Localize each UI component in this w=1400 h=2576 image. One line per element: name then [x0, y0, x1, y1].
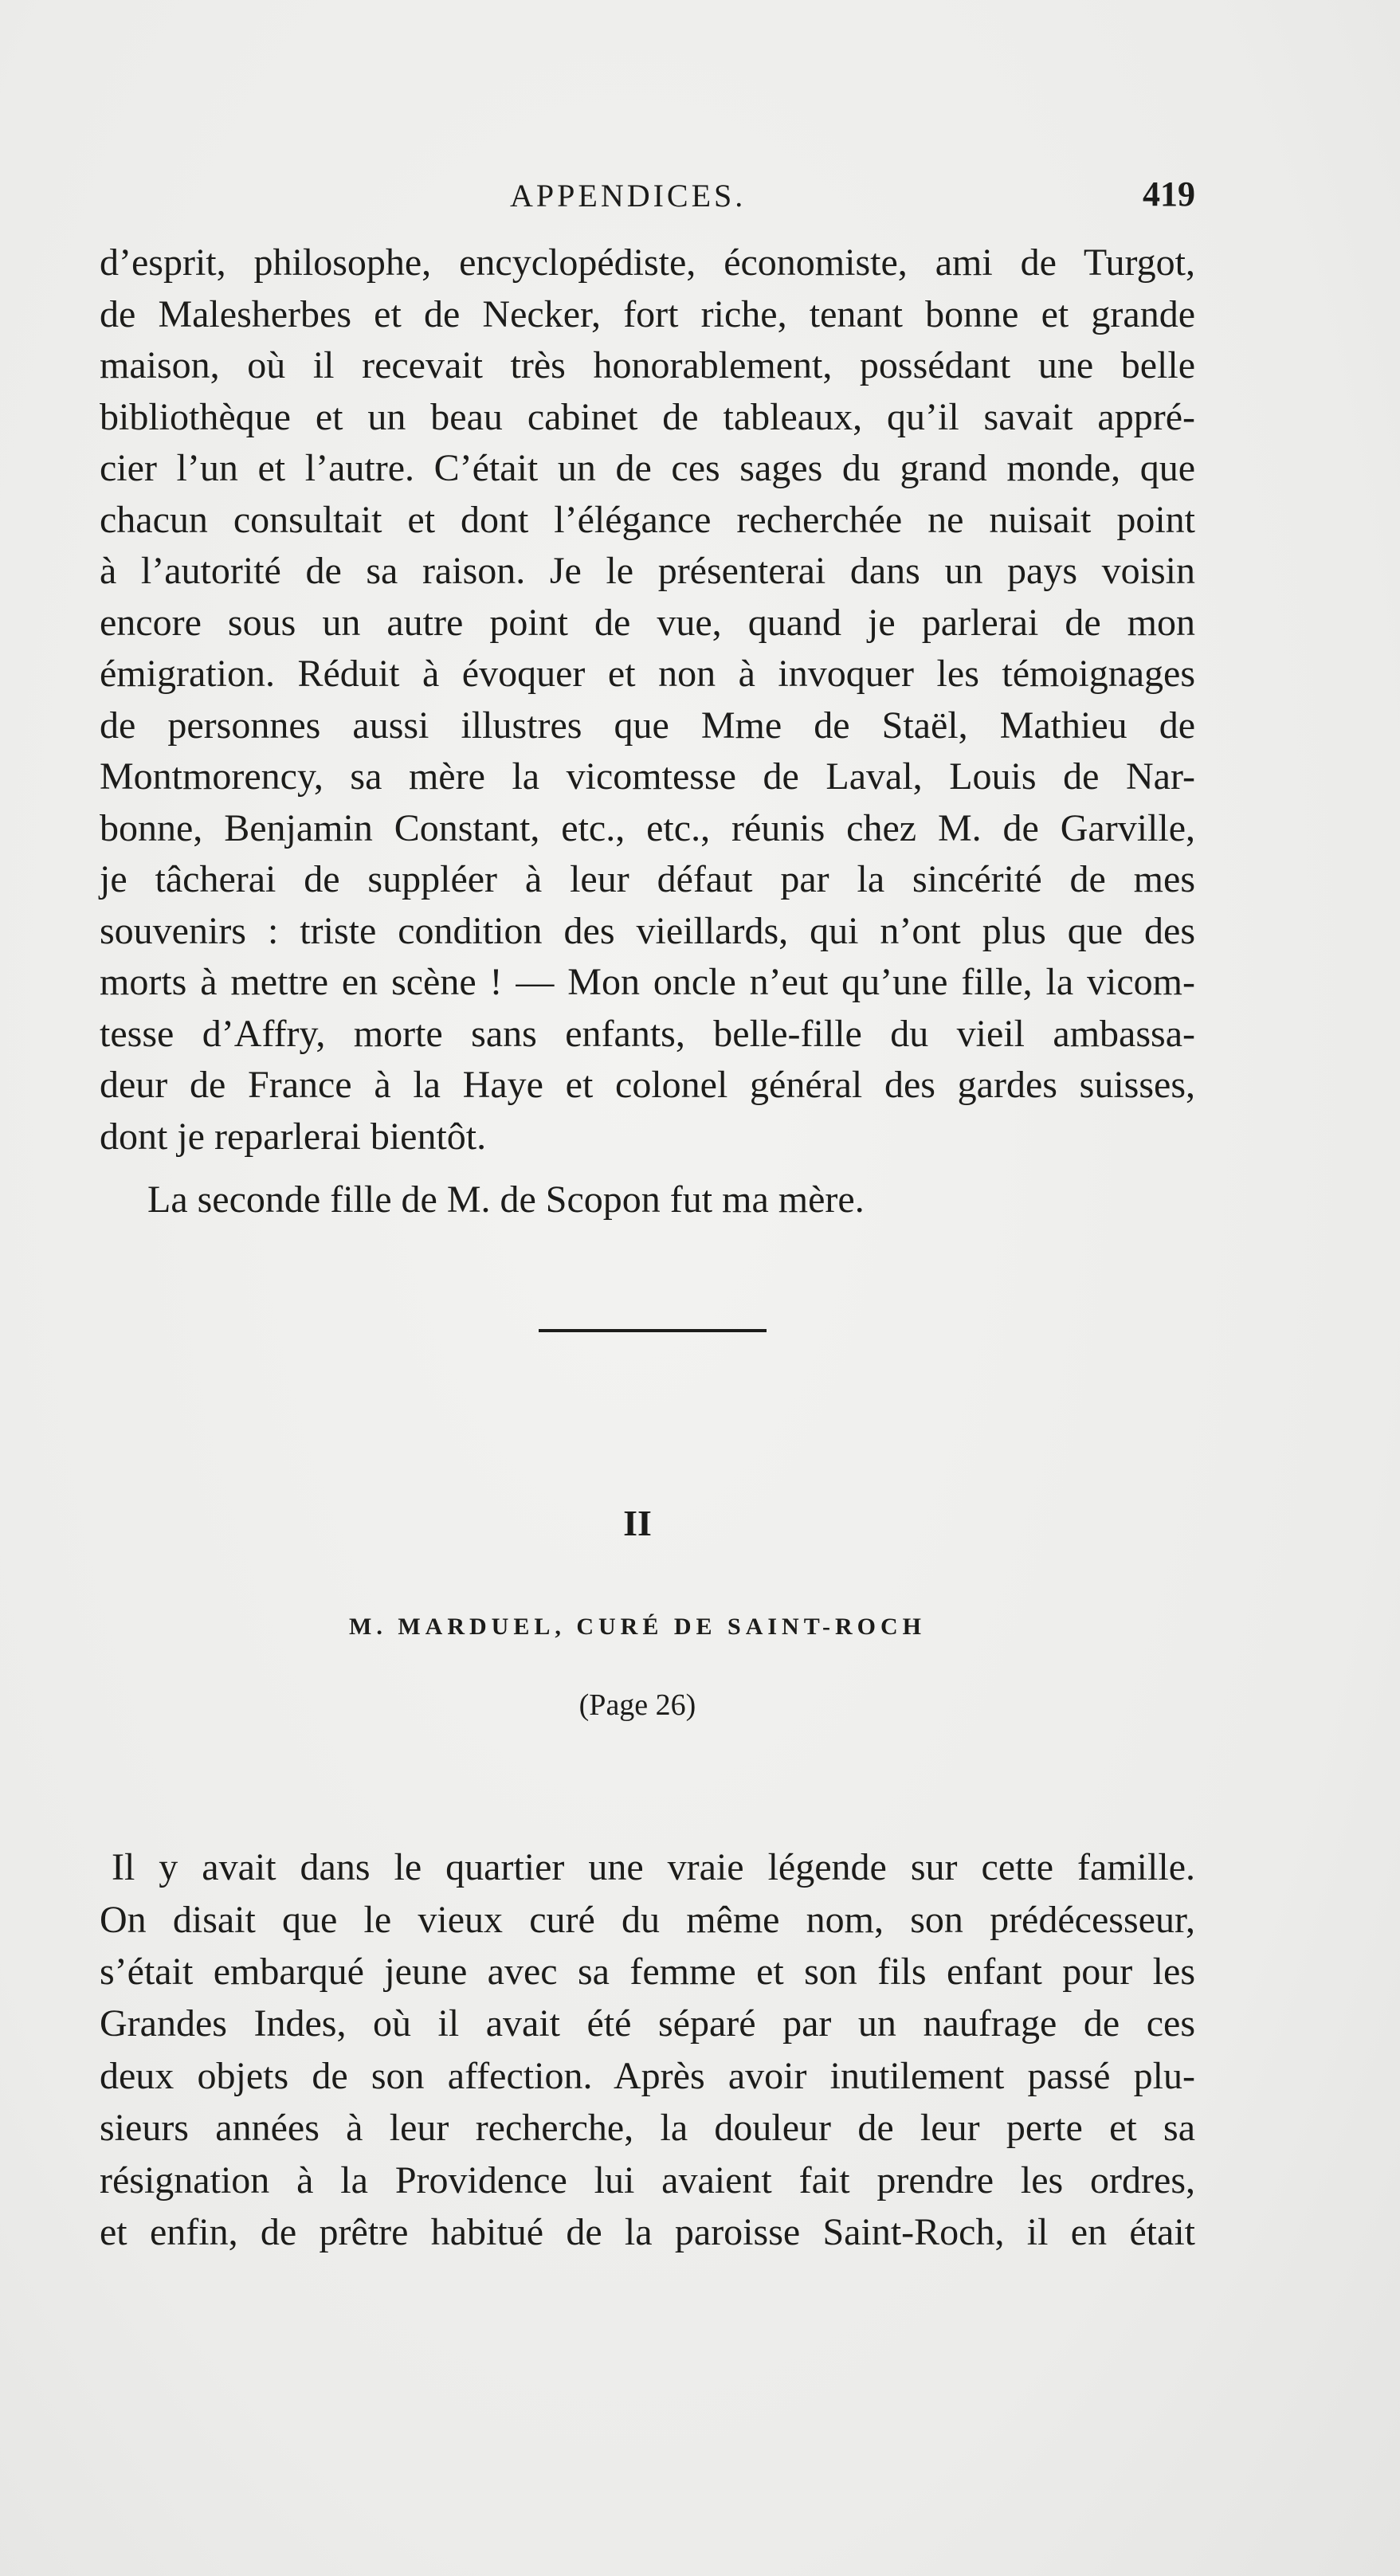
text-line: je tâcherai de suppléer à leur défaut par la sincérité de mes — [100, 858, 1195, 900]
page-header — [112, 174, 1195, 222]
text-line: encore sous un autre point de vue, quand je parlerai de mon — [100, 602, 1195, 644]
text-line: deux objets de son affection. Après avoir inutilement passé plu- — [100, 2055, 1195, 2097]
text-line: Grandes Indes, où il avait été séparé par un naufrage de ces — [100, 2002, 1195, 2045]
text-line: dont je reparlerai bientôt. — [100, 1115, 487, 1158]
text-line: de Malesherbes et de Necker, fort riche, tenant bonne et grande — [100, 293, 1195, 335]
text-line: souvenirs : triste condition des vieillards, qui n’ont plus que des — [100, 910, 1195, 952]
section-title: M. MARDUEL, CURÉ DE SAINT-ROCH — [349, 1613, 926, 1640]
text-line: d’esprit, philosophe, encyclopédiste, économiste, ami de Turgot, — [100, 241, 1195, 284]
text-line: On disait que le vieux curé du même nom, son prédécesseur, — [100, 1899, 1195, 1941]
page-reference: (Page 26) — [578, 1688, 696, 1722]
text-line: chacun consultait et dont l’élégance recherchée ne nuisait point — [100, 499, 1195, 541]
text-line: à l’autorité de sa raison. Je le présenterai dans un pays voisin — [100, 550, 1195, 592]
text-line: émigration. Réduit à évoquer et non à invoquer les témoignages — [100, 653, 1195, 695]
text-line: morts à mettre en scène ! — Mon oncle n’eut qu’une fille, la vicom- — [100, 961, 1195, 1003]
text-line: maison, où il recevait très honorablement, possédant une belle — [100, 344, 1195, 386]
text-line: et enfin, de prêtre habitué de la paroisse Saint-Roch, il en était — [100, 2211, 1195, 2253]
text-line: s’était embarqué jeune avec sa femme et son fils enfant pour les — [100, 1951, 1195, 1993]
text-line: résignation à la Providence lui avaient fait prendre les ordres, — [100, 2159, 1195, 2202]
text-line: sieurs années à leur recherche, la douleur de leur perte et sa — [100, 2107, 1195, 2149]
page-number: 419 — [1143, 174, 1195, 214]
text-line: deur de France à la Haye et colonel général des gardes suisses, — [100, 1064, 1195, 1106]
section-number: II — [623, 1503, 652, 1543]
text-line: bibliothèque et un beau cabinet de tableaux, qu’il savait appré- — [100, 396, 1195, 438]
text-line: cier l’un et l’autre. C’était un de ces sages du grand monde, que — [100, 447, 1195, 489]
text-line: Il y avait dans le quartier une vraie légende sur cette famille. — [112, 1846, 1195, 1888]
text-line: bonne, Benjamin Constant, etc., etc., réunis chez M. de Garville, — [100, 807, 1195, 849]
text-line: Montmorency, sa mère la vicomtesse de Laval, Louis de Nar- — [100, 755, 1195, 798]
section-divider — [539, 1329, 767, 1332]
paragraph-mother: La seconde fille de M. de Scopon fut ma mère. — [147, 1178, 865, 1221]
running-head: APPENDICES. — [510, 178, 747, 214]
text-line: tesse d’Affry, morte sans enfants, belle-fille du vieil ambassa- — [100, 1013, 1195, 1055]
text-line: de personnes aussi illustres que Mme de Staël, Mathieu de — [100, 704, 1195, 747]
